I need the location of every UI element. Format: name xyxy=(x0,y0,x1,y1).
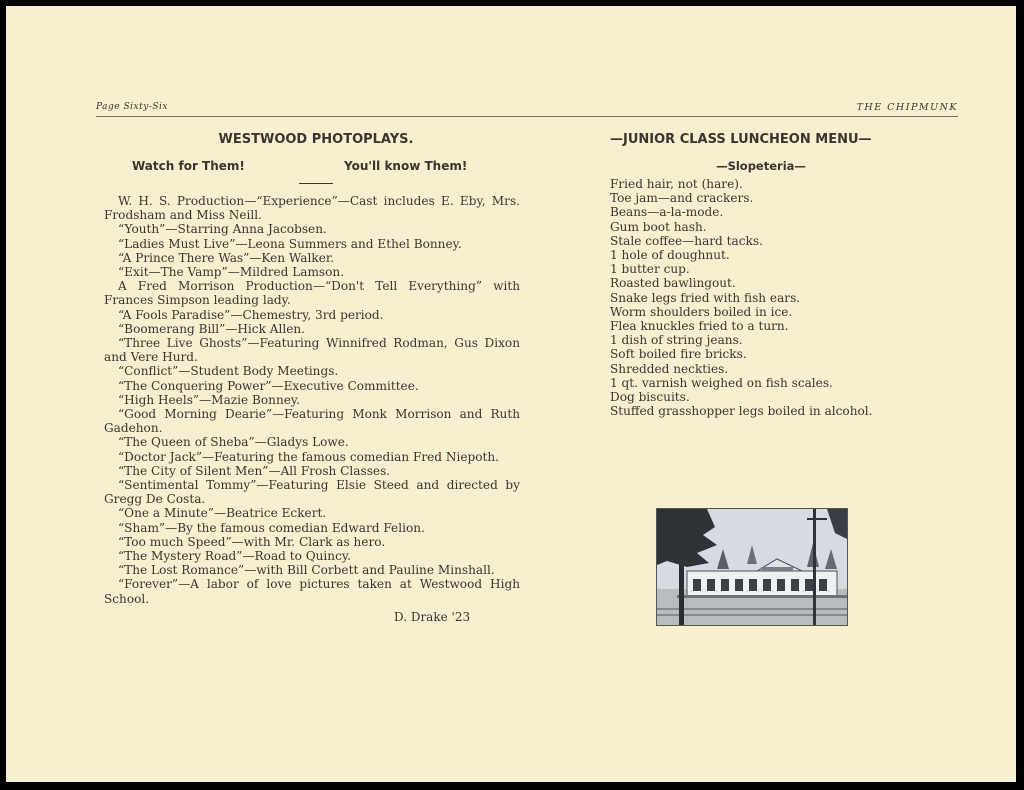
photoplays-column xyxy=(104,132,520,624)
publication-title: THE CHIPMUNK xyxy=(856,102,958,113)
page-number: Page Sixty-Six xyxy=(96,102,168,112)
menu-item: Roasted bawlingout. xyxy=(610,276,736,291)
menu-item: Soft boiled fire bricks. xyxy=(610,347,747,362)
subhead-watch: Watch for Them! xyxy=(132,159,245,173)
menu-item: Worm shoulders boiled in ice. xyxy=(610,304,793,319)
menu-item: 1 hole of doughnut. xyxy=(610,248,730,263)
building-photo xyxy=(656,508,848,626)
menu-subheading: —Slopeteria— xyxy=(716,159,806,173)
menu-item: 1 qt. varnish weighed on fish scales. xyxy=(610,375,833,390)
photoplays-list xyxy=(104,194,520,606)
photoplay-entry: “A Prince There Was”—Ken Walker. xyxy=(118,250,335,265)
photoplay-entry: W. H. S. Production—“Experience”—Cast includes E. Eby, Mrs. Frodsham and Miss Neill. xyxy=(104,194,520,223)
photoplay-entry: “Youth”—Starring Anna Jacobsen. xyxy=(118,222,327,237)
photoplay-entry: “Conflict”—Student Body Meetings. xyxy=(118,364,339,379)
photoplay-entry: “Boomerang Bill”—Hick Allen. xyxy=(118,321,306,336)
photoplay-entry: “Three Live Ghosts”—Featuring Winnifred Rodman, Gus Dixon and Vere Hurd. xyxy=(104,336,520,365)
photoplay-entry: “The Queen of Sheba”—Gladys Lowe. xyxy=(118,435,349,450)
menu-heading: —JUNIOR CLASS LUNCHEON MENU— xyxy=(610,132,872,147)
building-photo-art xyxy=(657,509,847,625)
yearbook-page xyxy=(6,6,1016,782)
menu-item: Toe jam—and crackers. xyxy=(610,191,754,206)
menu-item: 1 dish of string jeans. xyxy=(610,333,743,348)
photoplay-entry: “The Conquering Power”—Executive Committee. xyxy=(118,378,419,393)
subhead-know: You'll know Them! xyxy=(344,159,468,173)
photoplay-entry: “The Lost Romance”—with Bill Corbett and Pauline Minshall. xyxy=(118,563,495,578)
photoplay-entry: “Ladies Must Live”—Leona Summers and Ethel Bonney. xyxy=(118,236,462,251)
luncheon-menu-column xyxy=(610,132,950,418)
menu-item: Fried hair, not (hare). xyxy=(610,177,743,191)
photoplay-entry: “Exit—The Vamp”—Mildred Lamson. xyxy=(118,265,345,280)
section-divider xyxy=(299,183,333,184)
menu-list xyxy=(610,177,950,418)
menu-item: Stuffed grasshopper legs boiled in alcohol. xyxy=(610,404,873,419)
photoplay-entry: “High Heels”—Mazie Bonney. xyxy=(118,392,300,407)
photoplay-entry: “The Mystery Road”—Road to Quincy. xyxy=(118,549,351,564)
menu-item: Shredded neckties. xyxy=(610,361,729,376)
menu-item: Dog biscuits. xyxy=(610,390,690,405)
running-head xyxy=(96,102,958,116)
photoplay-entry: “Sentimental Tommy”—Featuring Elsie Steed and directed by Gregg De Costa. xyxy=(104,478,520,507)
menu-item: 1 butter cup. xyxy=(610,262,690,277)
header-rule xyxy=(96,116,958,117)
photoplay-entry: “The City of Silent Men”—All Frosh Classes. xyxy=(118,463,391,478)
photoplay-entry: “Sham”—By the famous comedian Edward Felion. xyxy=(118,520,425,535)
author-signature: D. Drake '23 xyxy=(394,609,471,624)
photoplays-heading: WESTWOOD PHOTOPLAYS. xyxy=(218,132,414,147)
photoplay-entry: “Good Morning Dearie”—Featuring Monk Morrison and Ruth Gadehon. xyxy=(104,407,520,436)
menu-item: Snake legs fried with fish ears. xyxy=(610,290,801,305)
menu-item: Stale coffee—hard tacks. xyxy=(610,233,763,248)
photoplays-subheads xyxy=(104,159,520,177)
photoplay-entry: “A Fools Paradise”—Chemestry, 3rd period. xyxy=(118,307,384,322)
menu-item: Beans—a-la-mode. xyxy=(610,205,724,220)
photoplay-entry: “Forever”—A labor of love pictures taken at Westwood High School. xyxy=(104,577,520,606)
photoplay-entry: “Doctor Jack”—Featuring the famous comedian Fred Niepoth. xyxy=(118,449,500,464)
menu-item: Flea knuckles fried to a turn. xyxy=(610,319,789,334)
photoplay-entry: “One a Minute”—Beatrice Eckert. xyxy=(118,506,327,521)
menu-item: Gum boot hash. xyxy=(610,219,707,234)
photoplay-entry: A Fred Morrison Production—“Don't Tell Everything” with Frances Simpson leading lady. xyxy=(104,279,520,308)
photoplay-entry: “Too much Speed”—with Mr. Clark as hero. xyxy=(118,534,386,549)
